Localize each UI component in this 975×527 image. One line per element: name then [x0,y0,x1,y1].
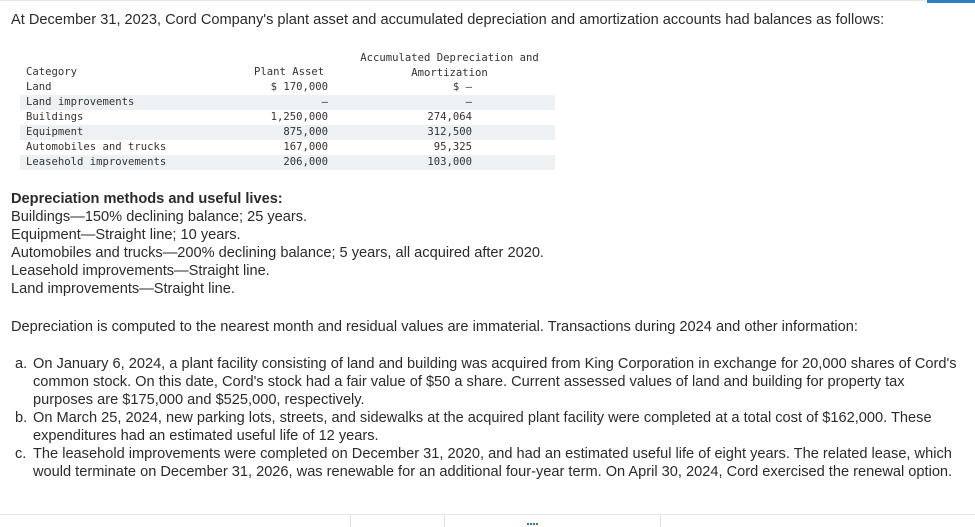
depreciation-methods [11,190,544,298]
item-letter: a. [15,356,28,372]
bottom-toolbar [0,506,975,527]
toolbar-divider [0,514,975,515]
methods-title: Depreciation methods and useful lives: [11,191,283,207]
header-accumulated-depreciation [347,51,552,81]
header-accum-line1: Accumulated Depreciation and [360,52,539,64]
item-letter: c. [15,446,27,462]
list-item [11,409,961,445]
header-plant-asset: Plant Asset [254,66,325,78]
method-line: Automobiles and trucks—200% declining balance; 5 years, all acquired after 2020. [11,245,544,261]
method-line: Equipment—Straight line; 10 years. [11,227,241,243]
item-letter: b. [15,410,28,426]
top-accent-bar [927,0,975,3]
header-category: Category [26,66,78,78]
row-category: Automobiles and trucks [26,141,167,153]
table-row [20,80,555,95]
top-divider [0,0,975,1]
toolbar-separator [660,514,661,527]
row-plant-asset: 1,250,000 [270,111,328,123]
compute-note: Depreciation is computed to the nearest month and residual values are immaterial. Transactions during 2024 and other information: [11,319,858,335]
item-text: On January 6, 2024, a plant facility consisting of land and building was acquired from King Corporation in exchange for 20,000 shares of Cord's common stock. On this date, Cord's stock had a fair value of $50 a share. Current assessed values of land and building for property tax purposes are $175,000 and $525,000, respectively. [33,356,957,408]
row-accumulated: – [465,96,472,108]
method-line: Leasehold improvements—Straight line. [11,263,270,279]
row-plant-asset: 875,000 [283,126,328,138]
row-category: Land improvements [26,96,135,108]
list-item [11,445,961,481]
row-accumulated: 274,064 [427,111,472,123]
list-item [11,355,961,409]
table-row [20,95,555,110]
table-row [20,155,555,170]
grid-dots-icon[interactable] [527,523,539,527]
intro-text: At December 31, 2023, Cord Company's plant asset and accumulated depreciation and amortization accounts had balances as follows: [11,12,885,28]
table-header [20,50,555,80]
transactions-list [11,355,961,481]
row-accumulated: 312,500 [427,126,472,138]
row-category: Land [26,81,52,93]
header-accum-line2: Amortization [411,67,488,79]
method-line: Buildings—150% declining balance; 25 years. [11,209,308,225]
toolbar-separator [350,514,351,527]
row-category: Buildings [26,111,84,123]
row-accumulated: 95,325 [433,141,472,153]
item-text: The leasehold improvements were completed on December 31, 2020, and had an estimated useful life of eight years. The related lease, which would terminate on December 31, 2026, was renewable for an additional four-year term. On April 30, 2024, Cord exercised the renewal option. [33,446,953,480]
row-accumulated: 103,000 [427,156,472,168]
row-category: Leasehold improvements [26,156,167,168]
table-row [20,110,555,125]
row-accumulated: $ – [452,81,472,93]
row-plant-asset: – [321,96,328,108]
table-row [20,125,555,140]
row-category: Equipment [26,126,84,138]
table-row [20,140,555,155]
account-balances-table [20,50,555,170]
row-plant-asset: $ 170,000 [270,81,328,93]
row-plant-asset: 167,000 [283,141,328,153]
row-plant-asset: 206,000 [283,156,328,168]
method-line: Land improvements—Straight line. [11,281,235,297]
toolbar-separator [444,514,445,527]
item-text: On March 25, 2024, new parking lots, streets, and sidewalks at the acquired plant facility were completed at a total cost of $162,000. These expenditures had an estimated useful life of 12 years. [33,410,932,444]
